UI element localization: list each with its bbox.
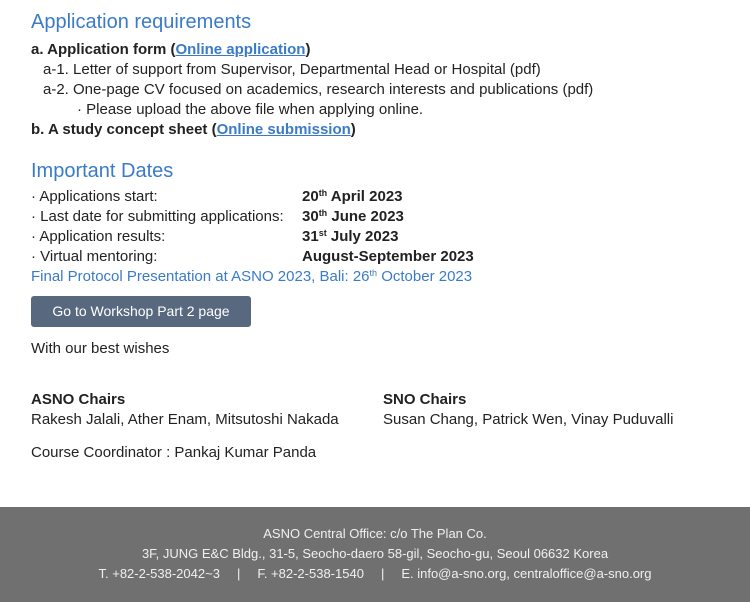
workshop-part2-button[interactable]: Go to Workshop Part 2 page: [31, 296, 251, 327]
footer-tel: T. +82-2-538-2042~3: [98, 566, 220, 581]
footer-address: 3F, JUNG E&C Bldg., 31-5, Seocho-daero 58-gil, Seocho-gu, Seoul 06632 Korea: [141, 546, 609, 561]
close-paren: ): [350, 121, 356, 138]
final-presentation-line: Final Protocol Presentation at ASNO 2023, Bali: 26th October 2023: [31, 268, 473, 285]
asno-chairs-names: Rakesh Jalali, Ather Enam, Mitsutoshi Nakada: [31, 411, 339, 428]
asno-chairs: [31, 390, 339, 430]
asno-chairs-title: ASNO Chairs: [31, 391, 126, 408]
footer: [0, 507, 750, 602]
wishes-text: With our best wishes: [31, 340, 170, 357]
course-coordinator: Course Coordinator : Pankaj Kumar Panda: [31, 444, 317, 461]
date-row: [31, 247, 474, 267]
sno-chairs-names: Susan Chang, Patrick Wen, Vinay Puduvalli: [383, 411, 674, 428]
close-paren: ): [305, 41, 311, 58]
footer-contacts: [0, 564, 750, 584]
date-label: · Applications start:: [31, 188, 158, 205]
footer-email: E. info@a-sno.org, centraloffice@a-sno.org: [401, 566, 652, 581]
sno-chairs-title: SNO Chairs: [383, 391, 467, 408]
date-row: [31, 207, 404, 227]
date-label: · Application results:: [31, 228, 166, 245]
date-row: [31, 187, 403, 207]
date-row: [31, 227, 398, 247]
online-submission-link[interactable]: Online submission: [216, 121, 351, 138]
date-value: August-September 2023: [302, 248, 474, 265]
date-label: · Last date for submitting applications:: [31, 208, 284, 225]
requirement-a1: a-1. Letter of support from Supervisor, Departmental Head or Hospital (pdf): [43, 61, 541, 78]
requirement-a2: a-2. One-page CV focused on academics, research interests and publications (pdf): [43, 81, 594, 98]
study-concept-label: b. A study concept sheet (: [31, 121, 217, 138]
date-value: 30th June 2023: [302, 208, 404, 225]
sno-chairs: [383, 390, 673, 430]
application-form-line: [31, 40, 310, 60]
footer-separator: |: [380, 566, 385, 581]
study-concept-line: [31, 120, 356, 140]
online-application-link[interactable]: Online application: [175, 41, 306, 58]
date-value: 20th April 2023: [302, 188, 403, 205]
dates-heading: Important Dates: [31, 160, 174, 182]
footer-fax: F. +82-2-538-1540: [257, 566, 364, 581]
requirements-heading: Application requirements: [31, 11, 252, 33]
date-label: · Virtual mentoring:: [31, 248, 158, 265]
application-form-label: a. Application form (: [31, 41, 176, 58]
footer-office: ASNO Central Office: c/o The Plan Co.: [263, 526, 487, 541]
footer-separator: |: [236, 566, 241, 581]
date-value: 31st July 2023: [302, 228, 399, 245]
upload-note: · Please upload the above file when applying online.: [77, 101, 424, 118]
